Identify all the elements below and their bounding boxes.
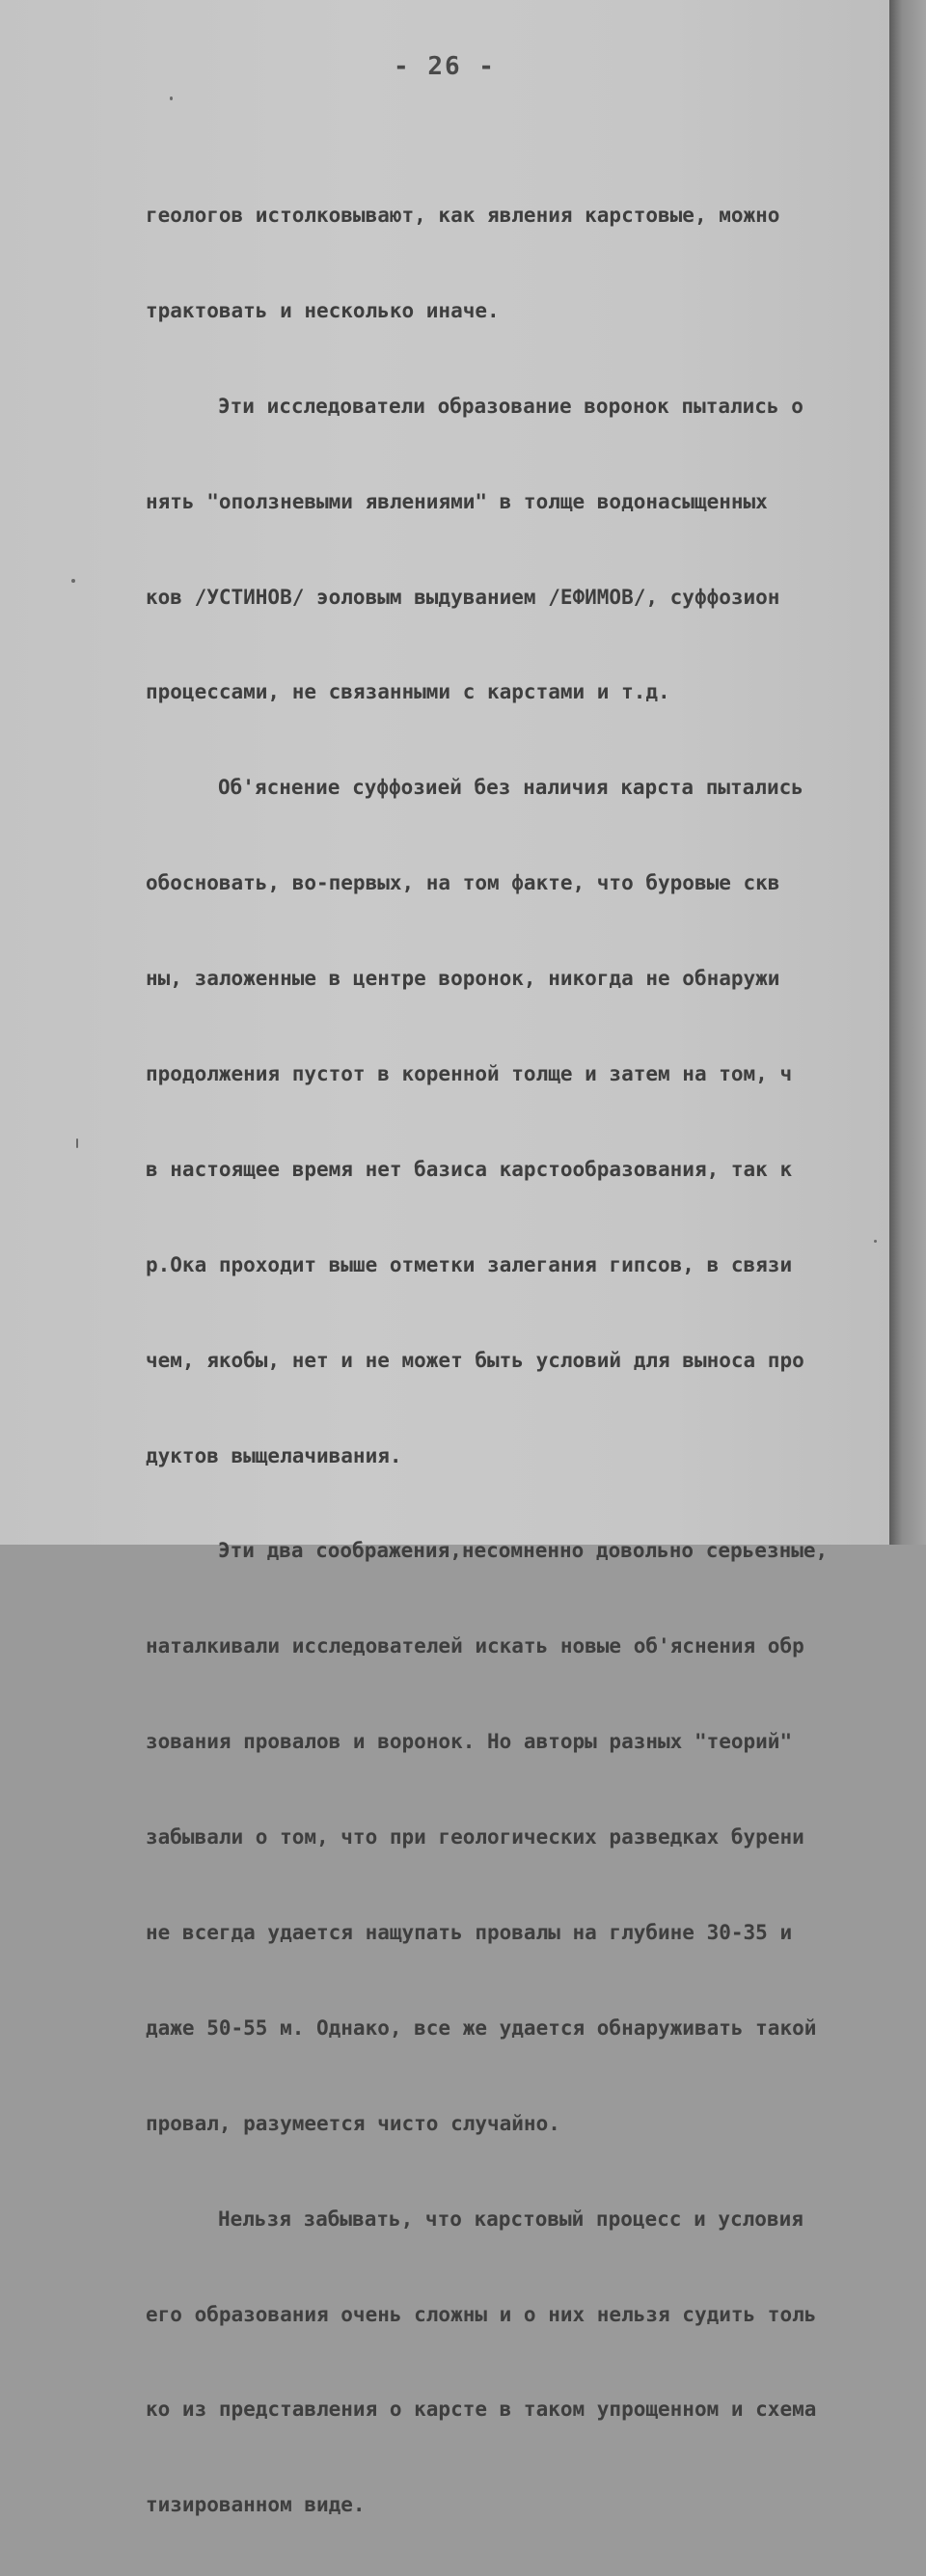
text-line: ны, заложенные в центре воронок, никогда не обнаружи xyxy=(146,967,780,991)
text-line: геологов истолковывают, как явления карстовые, можно xyxy=(146,204,780,227)
page-number: - 26 - xyxy=(394,52,496,81)
text-line: обосновать, во-первых, на том факте, что буровые скв xyxy=(146,871,780,895)
body-text xyxy=(146,145,898,2576)
page-edge-shadow xyxy=(889,0,926,1545)
text-line: тизированном виде. xyxy=(146,2493,366,2517)
text-line: его образования очень сложны и о них нельзя судить толь xyxy=(146,2302,817,2326)
scan-speck xyxy=(170,96,173,100)
scan-speck xyxy=(874,1240,877,1243)
text-line: чем, якобы, нет и не может быть условий для выноса про xyxy=(146,1348,804,1372)
text-line: в настоящее время нет базиса карстообразования, так к xyxy=(146,1157,793,1181)
text-line: продолжения пустот в коренной толще и затем на том, ч xyxy=(146,1062,793,1086)
text-line: дуктов выщелачивания. xyxy=(146,1443,402,1467)
text-line: Об'яснение суффозией без наличия карста пытались xyxy=(218,776,803,800)
text-line: трактовать и несколько иначе. xyxy=(146,298,500,322)
scan-speck xyxy=(76,1138,78,1148)
text-line: Нельзя забывать, что карстовый процесс и условия xyxy=(218,2206,803,2231)
text-line: не всегда удается нащупать провалы на глубине 30-35 и xyxy=(146,1921,793,1945)
text-line: наталкивали исследователей искать новые об'яснения обр xyxy=(146,1634,804,1658)
text-line: р.Ока проходит выше отметки залегания гипсов, в связи xyxy=(146,1252,793,1276)
text-line: процессами, не связанными с карстами и т.д. xyxy=(146,680,670,704)
text-line: зования провалов и воронок. Но авторы разных "теорий" xyxy=(146,1730,793,1754)
text-line: провал, разумеется чисто случайно. xyxy=(146,2111,560,2135)
text-line: Эти два соображения,несомненно довольно серьезные, xyxy=(218,1539,829,1563)
text-line: нять "оползневыми явлениями" в толще водонасыщенных xyxy=(146,489,768,513)
scan-speck xyxy=(71,579,75,583)
text-line: Эти исследователи образование воронок пытались о xyxy=(218,394,803,418)
text-line: ков /УСТИНОВ/ эоловым выдуванием /ЕФИМОВ/, суффозион xyxy=(146,585,780,609)
text-line: забывали о том, что при геологических разведках бурени xyxy=(146,1825,804,1850)
text-line: даже 50-55 м. Однако, все же удается обнаруживать такой xyxy=(146,2015,817,2040)
text-line: ко из представления о карсте в таком упрощенном и схема xyxy=(146,2398,817,2422)
